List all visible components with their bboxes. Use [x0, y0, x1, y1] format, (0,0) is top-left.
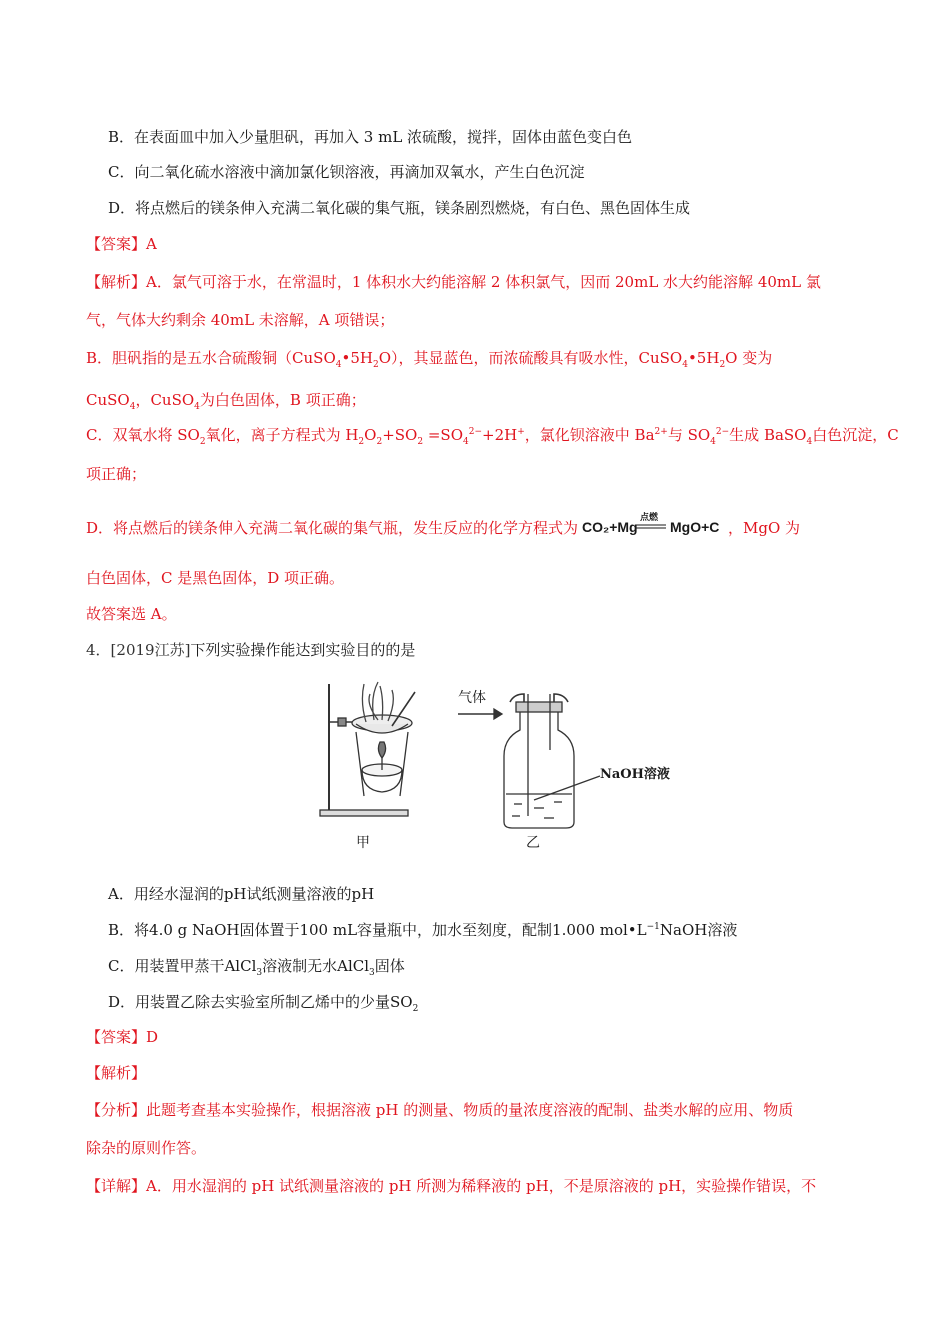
q4-stem: 4．[2019江苏]下列实验操作能达到实验目的的是: [86, 641, 416, 659]
q3-explanation-d2: 白色固体，C 是黑色固体，D 项正确。: [86, 569, 345, 587]
label-jia: 甲: [356, 835, 370, 851]
equation-condition: 点燃: [640, 513, 659, 523]
q3-explanation-b2: CuSO$_4$，CuSO$_4$为白色固体，B 项正确；: [86, 391, 366, 412]
q3-explanation-a2: 气，气体大约剩余 40mL 未溶解，A 项错误；: [86, 311, 395, 329]
q3-explanation-c1: C．双氧水将 $SO_2$氧化，离子方程式为 $H_2O_2+SO_2 =SO_4^{2-}+2H^+$，氯化钡溶液中 $Ba^{2+}$与 $SO_4^{2-}$生成 BaSO$_4$白色沉淀，C: [86, 426, 899, 447]
label-gas: 气体: [458, 690, 486, 706]
q4-option-a: A．用经水湿润的pH试纸测量溶液的pH: [108, 885, 375, 903]
q4-option-d: D．用装置乙除去实验室所制乙烯中的少量$SO_2$: [108, 993, 419, 1014]
chemical-equation: [578, 515, 728, 535]
q3-explanation-b1: B．胆矾指的是五水合硫酸铜$(CuSO_4•5H_2O)$，其显蓝色，而浓硫酸具有吸水性，$CuSO_4•5H_2O$ 变为: [86, 349, 773, 370]
q4-option-c: C．用装置甲蒸干AlCl$_3$溶液制无水AlCl$_3$固体: [108, 957, 405, 978]
q4-detail-1: 【详解】A．用水湿润的 pH 试纸测量溶液的 pH 所测为稀释液的 pH，不是原溶液的 pH，实验操作错误，不: [86, 1177, 817, 1195]
label-yi: 乙: [526, 835, 540, 851]
apparatus-yi: [458, 694, 600, 828]
q3-option-c: C．向二氧化硫水溶液中滴加氯化钡溶液，再滴加双氧水，产生白色沉淀: [108, 163, 585, 181]
q4-option-b: B．将4.0 g NaOH固体置于100 mL容量瓶中，加水至刻度，配制1.000 $mol•L^{-1}NaOH$溶液: [108, 921, 738, 939]
q4-answer: 【答案】D: [86, 1028, 159, 1046]
q3-option-d: D．将点燃后的镁条伸入充满二氧化碳的集气瓶，镁条剧烈燃烧，有白色、黑色固体生成: [108, 199, 691, 217]
q3-conclusion: 故答案选 A。: [86, 605, 177, 623]
q3-explanation-d1: D．将点燃后的镁条伸入充满二氧化碳的集气瓶，发生反应的化学方程式为 CO₂+Mg 点燃 MgO+C ，MgO 为: [86, 513, 801, 537]
equation-left: CO₂+Mg: [582, 519, 638, 535]
label-naoh: NaOH溶液: [600, 767, 670, 782]
q3-explanation-c2: 项正确；: [86, 465, 147, 483]
q3-answer: 【答案】A: [86, 235, 157, 253]
q3-option-b: B．在表面皿中加入少量胆矾，再加入 3 mL 浓硫酸，搅拌，固体由蓝色变白色: [108, 128, 633, 146]
apparatus-jia: [320, 682, 415, 816]
q3-explanation-a1: [86, 272, 821, 292]
explanation-a-text: A．氯气可溶于水，在常温时，1 体积水大约能溶解 2 体积氯气，因而 20mL 水大约能溶解 40mL 氯: [146, 273, 821, 291]
equation-right: MgO+C: [670, 519, 720, 535]
q4-explanation-label: 【解析】: [86, 1064, 147, 1082]
q4-analysis-2: 除杂的原则作答。: [86, 1139, 207, 1157]
q4-analysis-1: 【分析】此题考查基本实验操作，根据溶液 pH 的测量、物质的量浓度溶液的配制、盐类水解的应用、物质: [86, 1101, 794, 1119]
apparatus-figure: [300, 672, 680, 852]
explanation-label: 【解析】: [86, 273, 147, 291]
